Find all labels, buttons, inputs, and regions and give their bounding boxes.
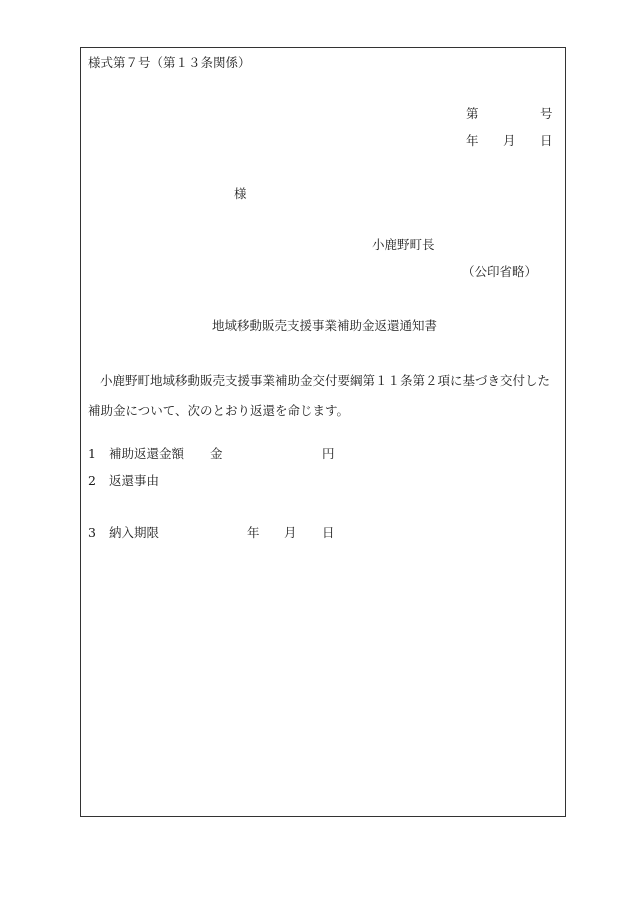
item-1-amount-prefix: 金 <box>210 446 223 461</box>
item-1-amount-suffix: 円 <box>322 446 335 461</box>
item-3-number: 3 <box>88 525 96 540</box>
item-3-year: 年 <box>247 525 260 540</box>
form-number: 様式第７号（第１３条関係） <box>88 55 251 70</box>
item-1-label: 補助返還金額 <box>109 446 185 461</box>
item-3-day: 日 <box>322 525 335 540</box>
seal-omitted-note: （公印省略） <box>462 264 538 279</box>
item-1-number: 1 <box>88 446 96 461</box>
date-year: 年 <box>466 133 479 148</box>
document-frame <box>80 47 566 817</box>
doc-number-suffix: 号 <box>540 106 553 121</box>
doc-number-prefix: 第 <box>466 106 479 121</box>
document-title: 地域移動販売支援事業補助金返還通知書 <box>212 318 438 333</box>
recipient-honorific: 様 <box>234 186 247 201</box>
item-2-label: 返還事由 <box>109 473 160 488</box>
item-3-month: 月 <box>284 525 297 540</box>
sender-title: 小鹿野町長 <box>372 237 435 252</box>
item-2-number: 2 <box>88 473 96 488</box>
date-day: 日 <box>540 133 553 148</box>
item-3-label: 納入期限 <box>109 525 160 540</box>
document-body: 小鹿野町地域移動販売支援事業補助金交付要綱第１１条第２項に基づき交付した補助金について、次のとおり返還を命じます。 <box>88 373 551 418</box>
date-month: 月 <box>503 133 516 148</box>
